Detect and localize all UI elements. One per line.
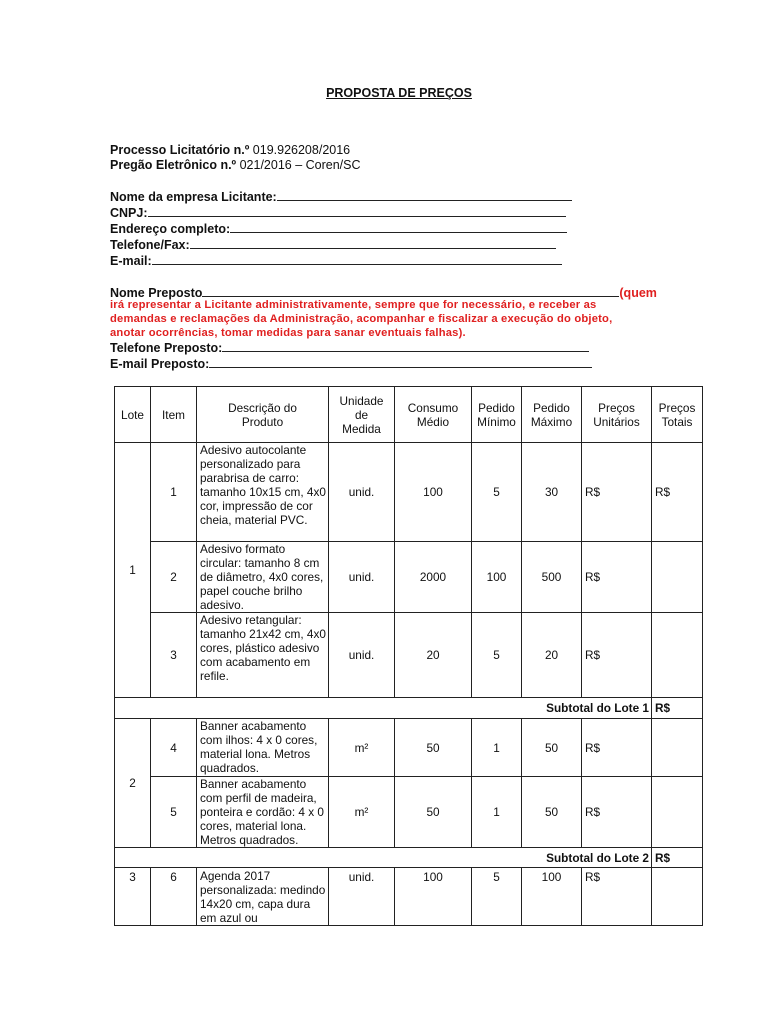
table-row (115, 719, 703, 777)
table-row (115, 443, 703, 542)
preposto-telefone-blank[interactable] (222, 339, 589, 352)
preposto-email-blank[interactable] (209, 355, 592, 368)
item-cell: 6 (151, 868, 197, 926)
total-cell[interactable]: R$ (652, 443, 703, 542)
lote-cell: 3 (115, 868, 151, 926)
descricao-cell: Adesivo autocolante personalizado para parabrisa de carro: tamanho 10x15 cm, 4x0 cor, impressão de cor cheia, material PVC. (197, 443, 329, 542)
consumo-cell: 100 (395, 443, 472, 542)
minimo-cell: 100 (472, 542, 522, 613)
descricao-cell: Adesivo formato circular: tamanho 8 cm de diâmetro, 4x0 cores, papel couche brilho adesivo. (197, 542, 329, 613)
telefone-label: Telefone/Fax: (110, 238, 190, 252)
minimo-cell: 5 (472, 613, 522, 698)
consumo-cell: 2000 (395, 542, 472, 613)
processo-value: 019.926208/2016 (249, 143, 351, 157)
unidade-cell: unid. (329, 542, 395, 613)
maximo-cell: 500 (522, 542, 582, 613)
telefone-field (110, 236, 556, 253)
preposto-note-line1: irá representar a Licitante administrativamente, sempre que for necessário, e receber as (110, 299, 597, 311)
empresa-label: Nome da empresa Licitante: (110, 190, 277, 204)
unidade-cell: unid. (329, 613, 395, 698)
unitario-cell[interactable]: R$ (582, 719, 652, 777)
header-minimo: Pedido Mínimo (472, 387, 522, 443)
email-field (110, 252, 562, 269)
table-row (115, 868, 703, 926)
cnpj-blank[interactable] (148, 204, 566, 217)
descricao-cell: Banner acabamento com perfil de madeira, ponteira e cordão: 4 x 0 cores, material lona. Metros quadrados. (197, 777, 329, 848)
table-row (115, 613, 703, 698)
total-cell[interactable] (652, 868, 703, 926)
minimo-cell: 1 (472, 719, 522, 777)
header-lote: Lote (115, 387, 151, 443)
minimo-cell: 5 (472, 443, 522, 542)
preposto-telefone-field (110, 339, 589, 356)
unidade-cell: unid. (329, 868, 395, 926)
telefone-blank[interactable] (190, 236, 556, 249)
item-cell: 5 (151, 777, 197, 848)
email-label: E-mail: (110, 254, 152, 268)
unitario-cell[interactable]: R$ (582, 613, 652, 698)
processo-label: Processo Licitatório n.º (110, 143, 250, 157)
unitario-cell[interactable]: R$ (582, 777, 652, 848)
header-descricao: Descrição do Produto (197, 387, 329, 443)
lote-cell: 1 (115, 443, 151, 698)
total-cell[interactable] (652, 719, 703, 777)
total-cell[interactable] (652, 777, 703, 848)
preposto-email-label: E-mail Preposto: (110, 357, 210, 371)
preposto-note-line3: anotar ocorrências, tomar medidas para sanar eventuais falhas). (110, 327, 466, 339)
item-cell: 2 (151, 542, 197, 613)
pregao-value: 021/2016 – Coren/SC (236, 158, 361, 172)
item-cell: 1 (151, 443, 197, 542)
descricao-cell: Adesivo retangular: tamanho 21x42 cm, 4x0 cores, plástico adesivo com acabamento em refile. (197, 613, 329, 698)
lote-cell: 2 (115, 719, 151, 848)
unidade-cell: m² (329, 777, 395, 848)
pregao-label: Pregão Eletrônico n.º (110, 158, 237, 172)
subtotal-value[interactable]: R$ (652, 848, 703, 868)
empresa-field (110, 188, 572, 205)
subtotal-row (115, 848, 703, 868)
endereco-blank[interactable] (230, 220, 567, 233)
table-row (115, 542, 703, 613)
unidade-cell: m² (329, 719, 395, 777)
table-header-row (115, 387, 703, 443)
document-title: PROPOSTA DE PREÇOS (326, 86, 472, 100)
descricao-cell: Agenda 2017 personalizada: medindo 14x20 cm, capa dura em azul ou (197, 868, 329, 926)
preposto-note-line2: demandas e reclamações da Administração, acompanhar e fiscalizar a execução do objeto, (110, 313, 613, 325)
unitario-cell[interactable]: R$ (582, 868, 652, 926)
item-cell: 3 (151, 613, 197, 698)
preposto-nome-label: Nome Preposto (110, 286, 203, 300)
maximo-cell: 100 (522, 868, 582, 926)
cnpj-label: CNPJ: (110, 206, 148, 220)
maximo-cell: 20 (522, 613, 582, 698)
header-consumo: Consumo Médio (395, 387, 472, 443)
consumo-cell: 50 (395, 719, 472, 777)
header-unidade: Unidade de Medida (329, 387, 395, 443)
table-row (115, 777, 703, 848)
consumo-cell: 100 (395, 868, 472, 926)
total-cell[interactable] (652, 613, 703, 698)
minimo-cell: 5 (472, 868, 522, 926)
empresa-blank[interactable] (277, 188, 572, 201)
preposto-nome-blank[interactable] (202, 284, 619, 297)
descricao-cell: Banner acabamento com ilhos: 4 x 0 cores, material lona. Metros quadrados. (197, 719, 329, 777)
email-blank[interactable] (152, 252, 562, 265)
header-unitarios: Preços Unitários (582, 387, 652, 443)
subtotal-label: Subtotal do Lote 2 (115, 848, 652, 868)
total-cell[interactable] (652, 542, 703, 613)
subtotal-row (115, 698, 703, 719)
preposto-note-start: (quem (619, 286, 657, 300)
processo-line (110, 142, 350, 158)
item-cell: 4 (151, 719, 197, 777)
subtotal-label: Subtotal do Lote 1 (115, 698, 652, 719)
price-table (114, 386, 703, 926)
unitario-cell[interactable]: R$ (582, 443, 652, 542)
cnpj-field (110, 204, 566, 221)
maximo-cell: 50 (522, 719, 582, 777)
preposto-telefone-label: Telefone Preposto: (110, 341, 223, 355)
header-item: Item (151, 387, 197, 443)
maximo-cell: 50 (522, 777, 582, 848)
maximo-cell: 30 (522, 443, 582, 542)
header-maximo: Pedido Máximo (522, 387, 582, 443)
minimo-cell: 1 (472, 777, 522, 848)
preposto-email-field (110, 355, 592, 372)
header-totais: Preços Totais (652, 387, 703, 443)
subtotal-value[interactable]: R$ (652, 698, 703, 719)
consumo-cell: 50 (395, 777, 472, 848)
consumo-cell: 20 (395, 613, 472, 698)
endereco-label: Endereço completo: (110, 222, 231, 236)
pregao-line (110, 157, 361, 173)
unitario-cell[interactable]: R$ (582, 542, 652, 613)
unidade-cell: unid. (329, 443, 395, 542)
endereco-field (110, 220, 567, 237)
